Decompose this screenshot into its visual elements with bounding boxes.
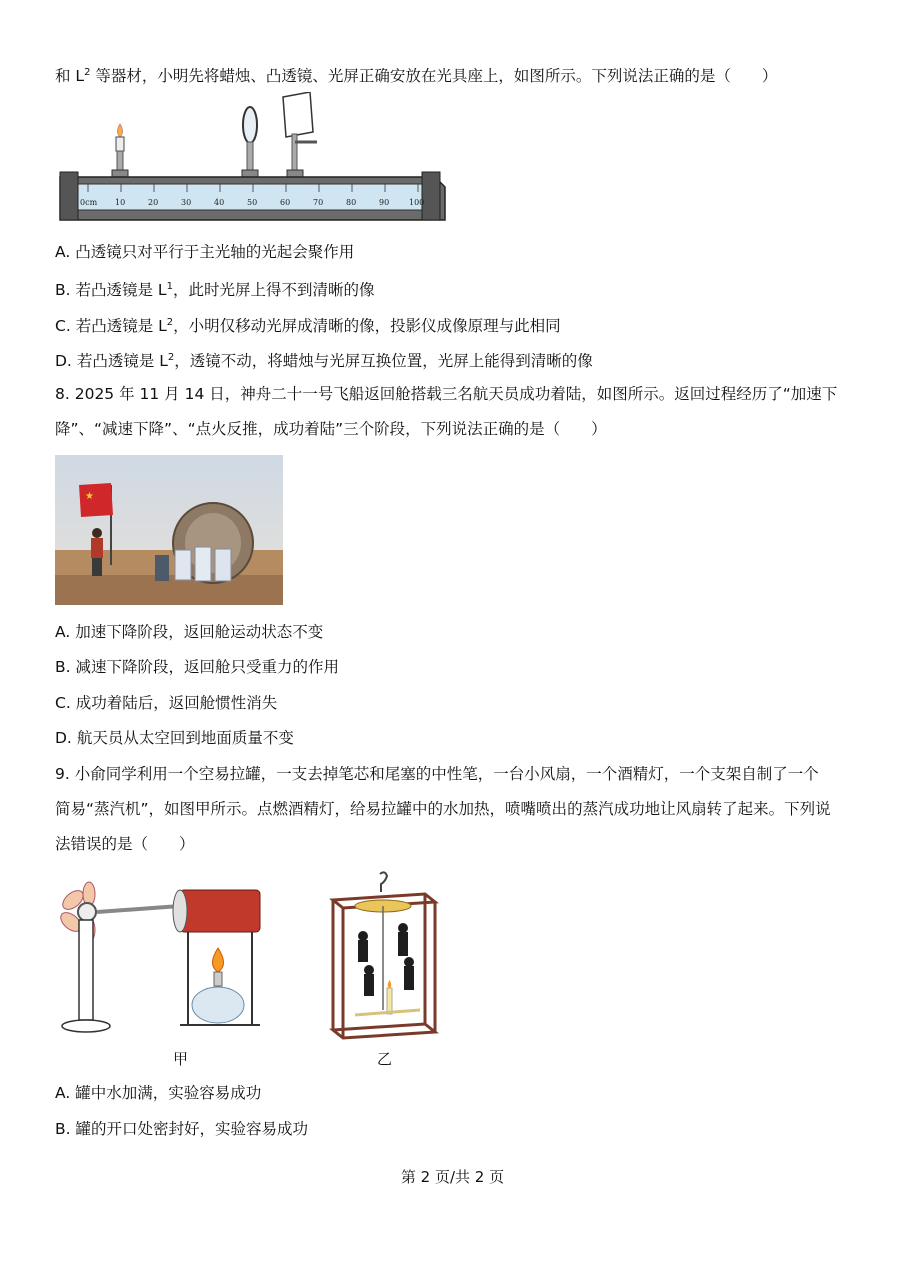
tick-label: 0cm — [80, 198, 98, 207]
q8-option-d[interactable]: D. 航天员从太空回到地面质量不变 — [55, 729, 294, 747]
tick-label: 10 — [115, 198, 126, 207]
svg-text:★: ★ — [85, 491, 94, 502]
q8-option-b[interactable]: B. 减速下降阶段，返回舱只受重力的作用 — [55, 658, 340, 676]
q8-stem-line1: 8. 2025 年 11 月 14 日，神舟二十一号飞船返回舱搭载三名航天员成功着陆，如图所示。返回过程经历了“加速下 — [55, 385, 838, 403]
q9-stem-line2: 简易“蒸汽机”，如图甲所示。点燃酒精灯，给易拉罐中的水加热，喷嘴喷出的蒸汽成功地让风扇转了起来。下列说 — [55, 800, 831, 818]
tick-label: 50 — [247, 198, 258, 207]
q9-stem-line1: 9. 小俞同学利用一个空易拉罐，一支去掉笔芯和尾塞的中性笔，一台小风扇，一个酒精灯，一个支架自制了一个 — [55, 765, 819, 783]
tick-label: 40 — [214, 198, 225, 207]
tick-label: 20 — [148, 198, 159, 207]
q7-option-d[interactable]: D. 若凸透镜是 $L^2$，透镜不动，将蜡烛与光屏互换位置，光屏上能得到清晰的像 — [55, 352, 593, 371]
landing-photo — [55, 455, 283, 605]
q8-stem-line2: 降”、“减速下降”、“点火反推，成功着陆”三个阶段，下列说法正确的是（ ） — [55, 420, 607, 438]
q9-option-b[interactable]: B. 罐的开口处密封好，实验容易成功 — [55, 1120, 309, 1138]
q8-option-c[interactable]: C. 成功着陆后，返回舱惯性消失 — [55, 694, 278, 712]
tick-label: 100 — [409, 198, 425, 207]
tick-label: 60 — [280, 198, 291, 207]
q7-option-a[interactable]: A. 凸透镜只对平行于主光轴的光起会聚作用 — [55, 243, 355, 261]
q9-option-a[interactable]: A. 罐中水加满，实验容易成功 — [55, 1084, 262, 1102]
caption-yi: 乙 — [377, 1050, 393, 1068]
q7-intro: 和 $L^2$ 等器材，小明先将蜡烛、凸透镜、光屏正确安放在光具座上，如图所示。下列说法正确的是（ ） — [55, 67, 778, 86]
caption-jia: 甲 — [173, 1050, 189, 1068]
tick-label: 90 — [379, 198, 390, 207]
q8-option-a[interactable]: A. 加速下降阶段，返回舱运动状态不变 — [55, 623, 324, 641]
q9-stem-line3: 法错误的是（ ） — [55, 835, 195, 853]
q7-option-b[interactable]: B. 若凸透镜是 $L^1$，此时光屏上得不到清晰的像 — [55, 281, 375, 300]
tick-label: 30 — [181, 198, 192, 207]
steam-engine-figure — [55, 880, 270, 1040]
optical-bench-figure — [55, 92, 450, 227]
page-footer: 第 2 页/共 2 页 — [400, 1168, 505, 1186]
q7-option-c[interactable]: C. 若凸透镜是 $L^2$，小明仅移动光屏成清晰的像，投影仪成像原理与此相同 — [55, 317, 561, 336]
tick-label: 80 — [346, 198, 357, 207]
lantern-figure — [325, 870, 440, 1040]
tick-label: 70 — [313, 198, 324, 207]
